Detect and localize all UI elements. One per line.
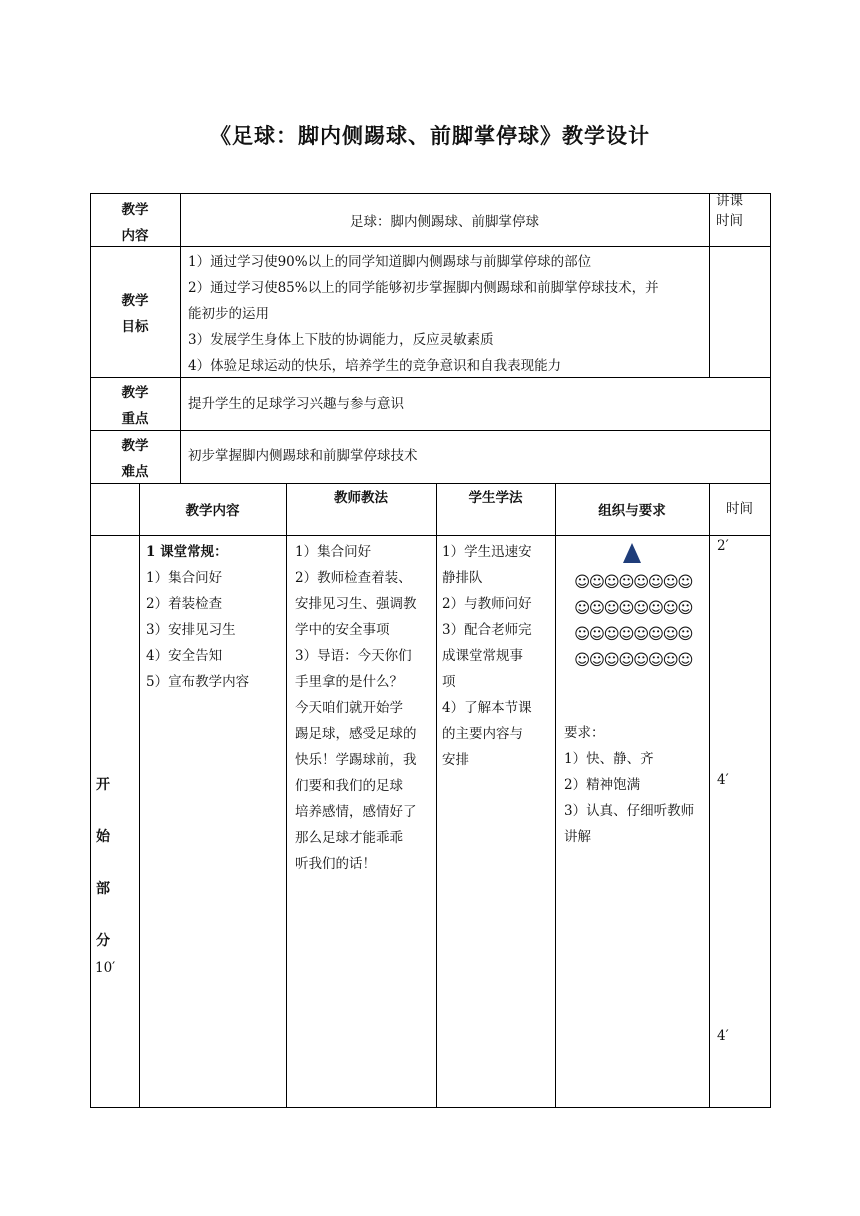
- smiley-icon: [574, 569, 704, 673]
- list-item: 踢足球，感受足球的: [295, 726, 417, 742]
- list-item: 学中的安全事项: [295, 622, 390, 638]
- list-item: 5）宣布教学内容: [146, 674, 250, 690]
- section-label-char: 开: [96, 777, 110, 793]
- list-item: 3）安排见习生: [146, 622, 236, 638]
- list-item: 2）与教师问好: [442, 596, 532, 612]
- list-item: 2）精神饱满: [564, 777, 641, 793]
- section-label-char: 分: [96, 933, 110, 949]
- list-item: 那么足球才能乖乖: [295, 830, 403, 846]
- list-item: 1 课堂常规：: [146, 544, 228, 560]
- formation-row: ☺☺☺☺☺☺☺☺: [574, 625, 693, 643]
- opening-content: [146, 539, 284, 695]
- opening-requirements: [564, 720, 709, 850]
- list-item: 1）集合问好: [295, 544, 372, 560]
- time-value: 4′: [717, 1028, 729, 1044]
- section-duration: 10′: [95, 960, 116, 976]
- list-item: 能初步的运用: [188, 306, 269, 322]
- list-item: 培养感情，感情好了: [295, 804, 417, 820]
- list-item: 手里拿的是什么？: [295, 674, 403, 690]
- column-header-teacher: 教师教法: [334, 490, 388, 506]
- list-item: 项: [442, 674, 456, 690]
- formation-row: ☺☺☺☺☺☺☺☺: [574, 599, 693, 617]
- page-title: 《足球：脚内侧踢球、前脚掌停球》教学设计: [210, 123, 650, 148]
- list-item: 们要和我们的足球: [295, 778, 403, 794]
- key-points-value: 提升学生的足球学习兴趣与参与意识: [188, 396, 404, 412]
- triangle-icon: [623, 543, 641, 563]
- list-item: 3）配合老师完: [442, 622, 532, 638]
- list-item: 1）集合问好: [146, 570, 223, 586]
- formation-row: ☺☺☺☺☺☺☺☺: [574, 651, 693, 669]
- column-header-student: 学生学法: [468, 490, 523, 506]
- content-row-value: 足球：脚内侧踢球、前脚掌停球: [350, 214, 539, 230]
- list-item: 3）导语：今天你们: [295, 648, 412, 664]
- key-points-row-label: 教学 重点: [121, 385, 149, 427]
- goals-row-label: 教学 目标: [121, 293, 149, 335]
- requirements-label: 要求：: [564, 725, 605, 741]
- list-item: 成课堂常规事: [442, 648, 523, 664]
- content-row-label: 教学 内容: [121, 202, 149, 244]
- list-item: 听我们的话！: [295, 856, 376, 872]
- list-item: 1）学生迅速安: [442, 544, 532, 560]
- difficulties-value: 初步掌握脚内侧踢球和前脚掌停球技术: [188, 448, 418, 464]
- list-item: 1）通过学习使90%以上的同学知道脚内侧踢球与前脚掌停球的部位: [188, 254, 592, 270]
- column-header-time: 时间: [726, 501, 753, 517]
- time-value: 2′: [717, 538, 729, 554]
- section-label-char: 始: [96, 829, 110, 845]
- list-item: 1）快、静、齐: [564, 751, 654, 767]
- list-item: 安排见习生、强调教: [295, 596, 417, 612]
- list-item: 快乐！学踢球前，我: [295, 752, 417, 768]
- list-item: 4）安全告知: [146, 648, 223, 664]
- list-item: 安排: [442, 752, 469, 768]
- list-item: 2）着装检查: [146, 596, 223, 612]
- list-item: 4）体验足球运动的快乐，培养学生的竞争意识和自我表现能力: [188, 358, 562, 374]
- list-item: 今天咱们就开始学: [295, 700, 403, 716]
- list-item: 3）发展学生身体上下肢的协调能力，反应灵敏素质: [188, 332, 494, 348]
- difficulties-row-label: 教学 难点: [121, 438, 149, 480]
- list-item: 讲解: [564, 829, 591, 845]
- section-label-char: 部: [96, 881, 110, 897]
- list-item: 的主要内容与: [442, 726, 523, 742]
- list-item: 4）了解本节课: [442, 700, 532, 716]
- list-item: 2）通过学习使85%以上的同学能够初步掌握脚内侧踢球和前脚掌停球技术，并: [188, 280, 659, 296]
- time-value: 4′: [717, 772, 729, 788]
- list-item: 2）教师检查着装、: [295, 570, 412, 586]
- list-item: 3）认真、仔细听教师: [564, 803, 695, 819]
- column-header-content: 教学内容: [185, 503, 240, 519]
- lecture-time-label: 讲课 时间: [716, 193, 743, 229]
- list-item: 静排队: [442, 570, 483, 586]
- goals-list: [188, 249, 706, 379]
- opening-student-method: [442, 539, 554, 773]
- column-header-organization: 组织与要求: [598, 503, 666, 519]
- opening-teacher-method: [295, 539, 435, 877]
- formation-row: ☺☺☺☺☺☺☺☺: [574, 573, 693, 591]
